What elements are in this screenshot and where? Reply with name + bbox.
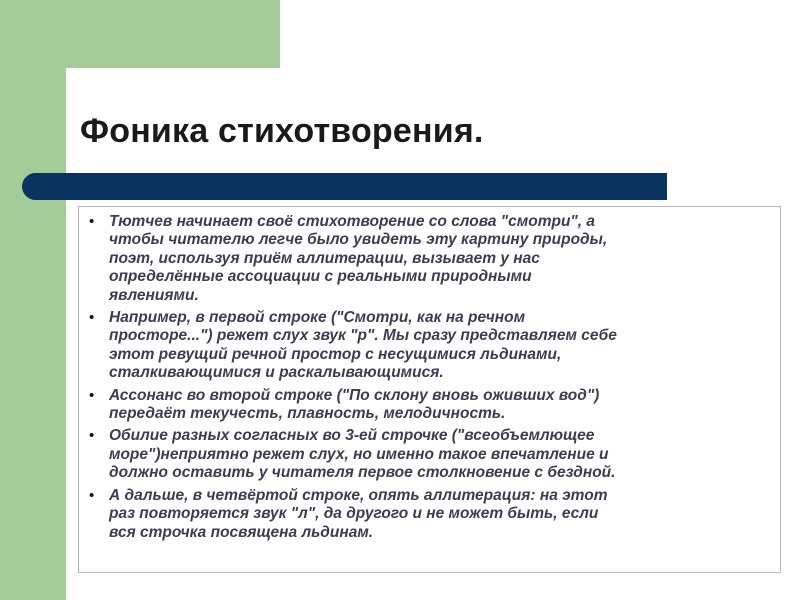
title-underline-bar bbox=[22, 173, 667, 200]
bullet-item-1 bbox=[89, 213, 768, 305]
slide-title: Фоника стихотворения. bbox=[80, 112, 484, 150]
bullet-icon: • bbox=[89, 486, 95, 504]
decorative-green-strip-left bbox=[0, 0, 66, 600]
bullet-icon: • bbox=[89, 213, 95, 230]
bullet-item-5 bbox=[89, 487, 768, 542]
bullet-item-4 bbox=[89, 427, 768, 482]
bullet-text: Например, в первой строке ("Смотри, как на речном просторе...") режет слух звук "р". Мы сразу представляем себе этот ревущий речной простор с несущимися льдинами, сталкивающимися и раскалывающимися. bbox=[109, 309, 617, 382]
bullet-text-box bbox=[78, 206, 781, 573]
bullet-list bbox=[89, 213, 768, 546]
bullet-text: Обилие разных согласных во 3-ей строчке ("всеобъемлющее море")неприятно режет слух, но именно такое впечатление и должно оставить у читателя первое столкновение с бездной. bbox=[109, 427, 616, 482]
bullet-icon: • bbox=[89, 427, 95, 445]
bullet-text: Ассонанс во второй строке ("По склону вновь оживших вод") передаёт текучесть, плавность, мелодичность. bbox=[109, 386, 600, 423]
bullet-text: А дальше, в четвёртой строке, опять аллитерация: на этот раз повторяется звук "л", да другого и не может быть, если вся строчка посвящена льдинам. bbox=[109, 486, 608, 541]
bullet-icon: • bbox=[89, 309, 95, 327]
bullet-item-3 bbox=[89, 387, 768, 424]
bullet-text: Тютчев начинает своё стихотворение со слова "смотри", а чтобы читателю легче было увидеть эту картину природы, поэт, используя приём аллитерации, вызывает у нас определённые ассоциации с реальными природными явлениями. bbox=[109, 213, 608, 304]
bullet-item-2 bbox=[89, 309, 768, 383]
bullet-icon: • bbox=[89, 386, 95, 404]
